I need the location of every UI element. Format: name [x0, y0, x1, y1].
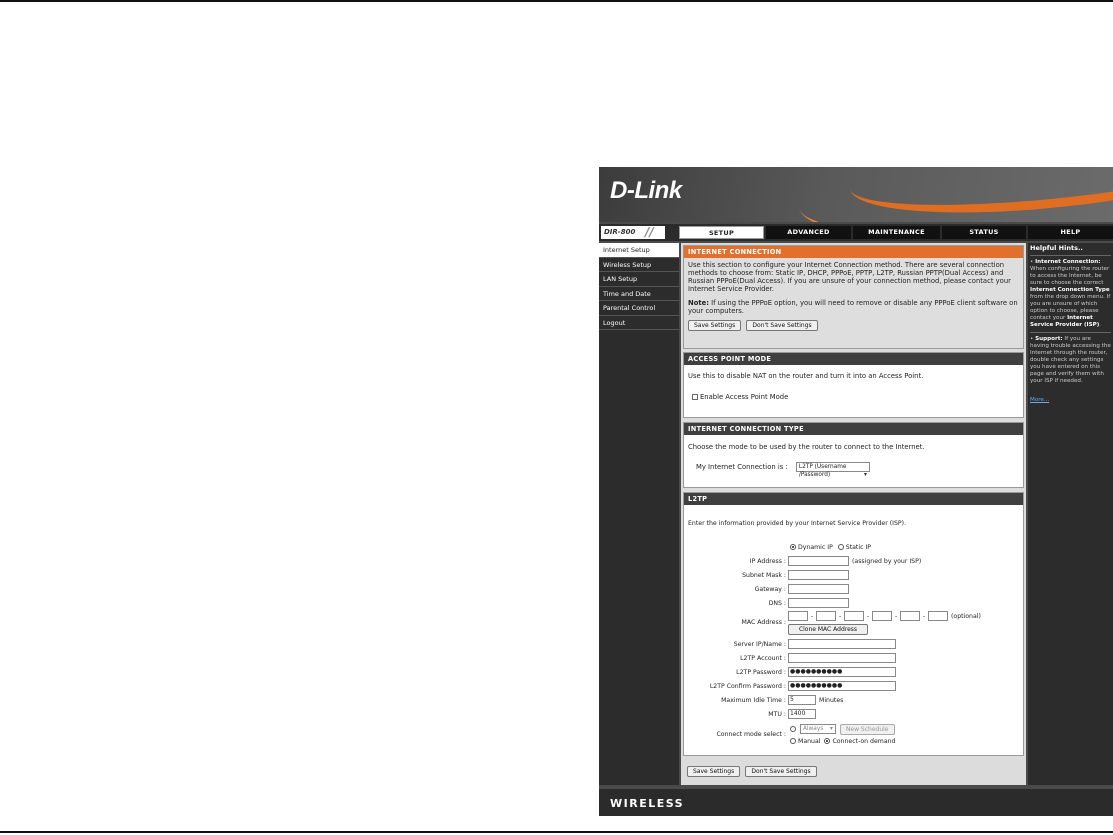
subnet-mask-label: Subnet Mask :	[742, 572, 786, 579]
page-top-rule	[0, 0, 1113, 2]
gateway-input[interactable]	[788, 584, 849, 594]
bullet-icon: •	[1030, 259, 1034, 265]
tab-advanced[interactable]: ADVANCED	[766, 226, 851, 239]
ip-address-input[interactable]	[788, 556, 849, 566]
section-header: L2TP	[684, 493, 1023, 505]
bullet-icon: •	[1030, 336, 1034, 342]
manual-label: Manual	[798, 738, 821, 745]
schedule-select[interactable]: Always ▾	[800, 724, 836, 734]
section-description: Enter the information provided by your Internet Service Provider (ISP).	[688, 520, 907, 527]
access-point-section	[683, 352, 1024, 418]
mac-optional: (optional)	[951, 613, 981, 620]
sidebar-item-time-and-date[interactable]: Time and Date	[599, 287, 679, 302]
help-title: Helpful Hints..	[1030, 244, 1083, 252]
connect-mode-label: Connect mode select :	[716, 731, 786, 738]
page-bottom-rule	[0, 831, 1113, 833]
sidebar-item-wireless-setup[interactable]: Wireless Setup	[599, 258, 679, 273]
l2tp-password-label: L2TP Password :	[736, 669, 786, 676]
section-header: ACCESS POINT MODE	[684, 353, 1023, 365]
model-name: DIR-800	[604, 228, 636, 236]
sidebar-item-lan-setup[interactable]: LAN Setup	[599, 272, 679, 287]
sidebar-item-logout[interactable]: Logout	[599, 316, 679, 331]
mac-separator: -	[895, 613, 898, 620]
mac-address-octet-4[interactable]	[872, 611, 892, 621]
footer-brand: WIRELESS	[610, 797, 685, 810]
note-label: Note:	[688, 299, 709, 307]
mac-address-octet-5[interactable]	[900, 611, 920, 621]
static-ip-label: Static IP	[845, 544, 871, 551]
l2tp-section	[683, 492, 1024, 756]
checkbox-label: Enable Access Point Mode	[700, 393, 789, 401]
help-divider	[1030, 255, 1111, 256]
server-ip-label: Server IP/Name :	[733, 641, 786, 648]
enable-access-point-checkbox[interactable]	[692, 394, 698, 400]
section-description: Use this to disable NAT on the router and turn it into an Access Point.	[688, 372, 924, 380]
tab-help[interactable]: HELP	[1028, 226, 1113, 239]
router-admin-panel	[599, 167, 1113, 816]
sidebar-item-parental-control[interactable]: Parental Control	[599, 301, 679, 316]
dynamic-ip-label: Dynamic IP	[798, 544, 833, 551]
static-ip-radio[interactable]	[838, 544, 844, 550]
idle-time-unit: Minutes	[819, 697, 844, 704]
chevron-down-icon: ▾	[863, 472, 867, 478]
dlink-logo: D-Link	[610, 177, 682, 204]
help-divider	[1030, 332, 1111, 333]
note-text: If using the PPPoE option, you will need to remove or disable any PPPoE client software on your computers.	[688, 299, 1018, 315]
connect-on-demand-radio[interactable]	[824, 738, 830, 744]
mac-address-label: MAC Address :	[741, 619, 786, 626]
mtu-input[interactable]: 1400	[788, 709, 816, 719]
mac-address-octet-3[interactable]	[844, 611, 864, 621]
mac-separator: -	[923, 613, 926, 620]
help-heading: Support:	[1035, 336, 1063, 342]
help-panel: Helpful Hints.. • Internet Connection: When configuring the router to access the Internet, be sure to choose the correct Internet Connection Type from the drop down menu. If you are unsure of which option to choose, please contact your Internet Service Provider (ISP). • Support: If you are having trouble accessing the Internet through the router, double check any settings you have entered on this page and verify them with your ISP if needed. More...	[1028, 243, 1113, 785]
bottom-dont-save-settings-button[interactable]: Don't Save Settings	[745, 766, 816, 777]
l2tp-account-input[interactable]	[788, 653, 896, 663]
footer	[599, 789, 1113, 816]
dns-label: DNS :	[768, 600, 786, 607]
top-nav	[599, 224, 1113, 241]
dont-save-settings-button[interactable]: Don't Save Settings	[746, 320, 817, 331]
mac-separator: -	[867, 613, 870, 620]
always-radio[interactable]	[790, 726, 796, 732]
internet-connection-section	[683, 245, 1024, 349]
tab-status[interactable]: STATUS	[942, 226, 1026, 239]
manual-radio[interactable]	[790, 738, 796, 744]
help-heading: Internet Connection:	[1035, 259, 1101, 265]
section-description: Choose the mode to be used by the router to connect to the Internet.	[688, 443, 925, 451]
mtu-label: MTU :	[768, 711, 786, 718]
help-more-link[interactable]: More...	[1030, 397, 1050, 403]
mac-address-octet-1[interactable]	[788, 611, 808, 621]
l2tp-password-input[interactable]: ●●●●●●●●●●	[788, 667, 896, 677]
section-header: INTERNET CONNECTION	[684, 246, 1023, 258]
ip-address-label: IP Address :	[749, 558, 786, 565]
main-content	[681, 243, 1026, 785]
dns-input[interactable]	[788, 598, 849, 608]
bottom-save-settings-button[interactable]: Save Settings	[687, 766, 740, 777]
ip-hint: (assigned by your ISP)	[852, 558, 922, 565]
server-ip-input[interactable]	[788, 639, 896, 649]
new-schedule-button[interactable]: New Schedule	[840, 724, 895, 735]
connection-type-label: My Internet Connection is :	[696, 463, 788, 471]
l2tp-confirm-password-input[interactable]: ●●●●●●●●●●	[788, 681, 896, 691]
max-idle-time-label: Maximum Idle Time :	[721, 697, 786, 704]
max-idle-time-input[interactable]: 5	[788, 695, 816, 705]
mac-separator: -	[839, 613, 842, 620]
connection-type-section	[683, 422, 1024, 488]
l2tp-confirm-password-label: L2TP Confirm Password :	[709, 683, 786, 690]
sidebar	[599, 243, 679, 785]
tab-maintenance[interactable]: MAINTENANCE	[853, 226, 940, 239]
header-banner	[599, 167, 1113, 222]
dynamic-ip-radio[interactable]	[790, 544, 796, 550]
connect-on-demand-label: Connect-on demand	[832, 738, 896, 745]
connection-type-select[interactable]: L2TP (Username /Password) ▾	[796, 462, 870, 472]
l2tp-account-label: L2TP Account :	[740, 655, 786, 662]
chevron-down-icon: ▾	[830, 726, 833, 732]
mac-separator: -	[811, 613, 814, 620]
section-description: Use this section to configure your Internet Connection method. There are several connection methods to choose from: Static IP, DHCP, PPPoE, PPTP, L2TP, Russian PPTP(Dual Access) and Russian PPPoE(Dual Access). If you are unsure of your connection method, please contact your Internet Service Provider.	[688, 261, 1011, 293]
model-slash-decor: //	[645, 225, 654, 239]
sidebar-item-internet-setup[interactable]: Internet Setup	[599, 243, 679, 258]
clone-mac-address-button[interactable]: Clone MAC Address	[788, 624, 868, 635]
gateway-label: Gateway :	[754, 586, 786, 593]
tab-setup[interactable]: SETUP	[679, 226, 764, 239]
model-badge	[601, 226, 665, 239]
section-header: INTERNET CONNECTION TYPE	[684, 423, 1023, 435]
subnet-mask-input[interactable]	[788, 570, 849, 580]
mac-address-octet-2[interactable]	[816, 611, 836, 621]
mac-address-octet-6[interactable]	[928, 611, 948, 621]
save-settings-button[interactable]: Save Settings	[688, 320, 741, 331]
